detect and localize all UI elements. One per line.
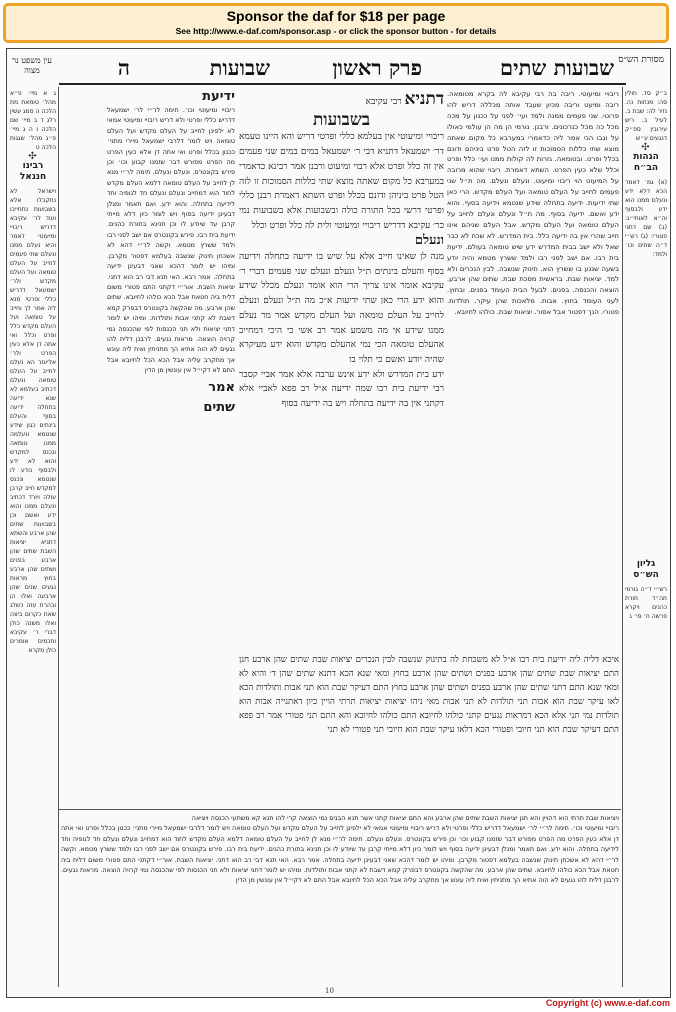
gemara-opening: רבי עקיבא xyxy=(365,97,402,107)
tosafot-commentary xyxy=(107,89,235,801)
tractate-name-left: שבועות xyxy=(209,55,270,80)
column-divider xyxy=(58,87,59,987)
dibbur-hamatchil: ידיעת xyxy=(202,89,235,104)
dibbur-hamatchil: ונעלם xyxy=(414,233,444,249)
chapter-name: פרק ראשון xyxy=(332,55,422,80)
gilyon-title: גליון הש״ס xyxy=(633,559,659,580)
gemara-paragraph: ידע בית המדרש ולא ידע אינש ערבה אלא אמר אביי קסבר רבי ידיעת בית רבו שמה ידיעה א״ל רב פפא לאביי אלא דקתני אין בה ידיעה בתחלה ויש בה ידיעה בסוף xyxy=(239,369,444,410)
right-margin-notes xyxy=(625,89,667,989)
tosafot-text: ריבויי ומיעוטי וכו׳. תימה לר״י לר׳ ישמעאל דדריש כללי ופרטי ולא דריש ריבויי ומיעוטי אמאי לא ילפינן לחייב על העלם מקדש ועל העלם טומאה ויש לומר דלרבי ישמעאל מיירי מתני׳ ככנון בכלל ופרט ואי אתה דן אלא כעין הפרט מה הפרט מפורש דבר שזמנו קבוע וכו׳ וכן פירש בקונטרס. ונעלם ונעלם. תימה לר״י מנא לן לחייב על העלם טומאה דלמא העלם מקדש לחוד הוא דמחייב ונעלם ונעלם חד לגופיה וחד לידיעה בתחלה. והוא ידע. ואם תאמר ומנלן דבעינן ידיעה בסוף ויש לומר כיון דלא מייתי קרבן עד שיודע לו וכן תנינא בתורת כהנים. ידיעת בית רבו. פירש בקונטרס אם ישב לפני רבו ולמד ששרץ מטמא. וקשה לר״י דהא לא אשכחן תינוק שנשבה בעלמא דפטור מקרבן. ומיהו יש לומר דהכא שאני דבעינן ידיעה בתחלה. אמר רבא. האי תנא דבי רב הוא דתני. יציאות השבת. אור״י דקתני התם פטורי משום דלית ביה חטאת אבל הכא כולהו לחיובא. שתים שהן ארבע. מה שהקשה בקונטרס דבפרק קמא דשבת לא קתני אבות ותולדות. ומיהו יש לומר דתני יציאות ולא תני הכנסות לפי שהכנסה נמי קרויה הוצאה. מראות נגעים. לרבנן דלית להו נגעים לא הוה אתיא הך מתניתין ואית ליה עונש אך מתקרב עליה אבל הכא הכל לחיובא אבל התם לא דקי״ל אין עונשין מן הדין xyxy=(107,106,235,375)
rabbenu-chananel-text: וישראל לא נתקבלו אלא בשבועות נתחייבו ועוד לר׳ עקיבא דדריש ריבויי ומיעוטי דאמר והיא נעלם ממנו ונעלם שתי פעמים לחייב על העלם טומאה ועל העלם מקדש ולר׳ ישמעאל דדריש כללי ופרטי מנא ליה אמר לך וחייב על טומאה ועל העלם מקדש כלל ופרט וכלל ואי אתה דן אלא כעין הפרט ולר׳ אליעזר הא נעלם לחייב על העלם טומאה ונעלם דכתיב בעלמא לא שנא ידיעה בתחלה ידיעה בסוף והעלם בינתים כגון שידע שנטמא ונעלמה ממנו טומאה ונכנס למקדש והוא לא ידע ולבסוף נודע לו שנטמא ונכנס למקדש חייב קרבן עולה ויורד דכתיב ונעלם ממנו והוא ידע ואשם וכן בשבועות שתים שהן ארבע והשתא דתניא יציאות השבת שתים שהן ארבע בפנים ושתים שהן ארבע בחוץ מראות נגעים שנים שהן ארבעה ואלו הן ובהרת עזה כשלג שאת כקרום ביצה ואלו משנה כולן דברי ר׳ עקיבא וחכמים אומרים כולן מקרא xyxy=(10,188,56,654)
gemara-text-lower xyxy=(239,653,619,803)
header-rule xyxy=(59,83,626,85)
gilyon-text: רש״י ד״ה גורמי תה״ד תורת כהנים ויקרא פרשה ח׳ סי׳ ג xyxy=(625,586,667,620)
lower-commentary-text: ריבויי ומיעוטי וכו׳. תימה לר״י לר׳ ישמעאל דדריש כללי ופרטי ולא דריש ריבויי ומיעוטי אמאי לא ילפינן לחייב על העלם מקדש ועל העלם טומאה ויש לומר דלרבי ישמעאל מיירי מתני׳ ככנון בכלל ופרט ואי אתה דן אלא כעין הפרט מה הפרט מפורש דבר שזמנו קבוע וכו׳ וכן פירש בקונטרס. ונעלם ונעלם. תימה לר״י מנא לן לחייב על העלם טומאה דלמא העלם מקדש לחוד הוא דמחייב ונעלם ונעלם חד לגופיה וחד לידיעה בתחלה. והוא ידע. ואם תאמר ומנלן דבעינן ידיעה בסוף ויש לומר כיון דלא מייתי קרבן עד שיודע לו וכן תנינא בתורת כהנים. ידיעת בית רבו. פירש בקונטרס אם ישב לפני רבו ולמד ששרץ מטמא. וקשה לר״י דהא לא אשכחן תינוק שנשבה בעלמא דפטור מקרבן. ומיהו יש לומר דהכא שאני דבעינן ידיעה בתחלה. אמר רבא. האי תנא דבי רב הוא דתני. יציאות השבת. אור״י דקתני התם פטורי משום דלית ביה חטאת אבל הכא כולהו לחיובא. שתים שהן ארבע. מה שהקשה בקונטרס דבפרק קמא דשבת לא קתני אבות ותולדות. ומיהו יש לומר דתני יציאות ולא תני הכנסות לפי שהכנסה נמי קרויה הוצאה. מראות נגעים. לרבנן דלית להו נגעים לא הוה אתיא הך מתניתין ואית ליה עונש אך מתקרב עליה אבל הכא הכל לחיובא אבל התם לא דקי״ל אין עונשין מן הדין xyxy=(61,824,619,885)
copyright-link[interactable]: Copyright (c) www.e-daf.com xyxy=(545,998,670,1008)
gemara-paragraph: איכא דליה ליה ידיעת בית רבו א״ל לא משכחת לה בתינוק שנשבה לבין הנכרים יציאות שבת שתים שהן ארבע חנן התם יציאות שבת שתים שהן ארבע בפנים ושתים שהן ארבע בחוץ ומאי שנא הכא דתנא שתים שהן ד׳ והיא לא ומאי שנא התם דתני שתים שהן ארבע בפנים ושתים שהן ארבע בחוץ התם דעיקר שבת הוא תני אבות ותולדות הכא לאו עיקר שבת הוא אבות תני תולדות לא תני אבות מאי ניהו יציאות יציאות תרתי הויין כיון דאתנייה אבות הוא תולדות נמי תני אלא הכא דמראות נגעים קתני כולהו לחיובא התם כולהו לחיובא והא התם תני פטורי אמר רב פפא התם דעיקר שבת הוא תני חיובי ופטורי הכא דלאו עיקר שבת הוא חיובי תני פטורי לא תני xyxy=(239,655,619,735)
left-margin-notes xyxy=(10,89,56,989)
sponsor-subtitle: See http://www.e-daf.com/sponsor.asp - or click the sponsor button - for details xyxy=(175,26,497,36)
masoret-references: ב״ק סד. חולין סה: מנחות נה. נזיר לה: שבת ב. לעיל ב. ריש עירובין ספ״ק דנגעים ע״ש xyxy=(625,90,667,142)
dibbur-hamatchil: בשבועות xyxy=(312,109,371,130)
tractate-name-right: שבועות שתים xyxy=(499,55,614,80)
masoret-hashas-title: מסורת הש״ס xyxy=(618,55,664,65)
running-head xyxy=(7,51,670,87)
ein-mishpat-title: עין משפט נר מצוה xyxy=(12,56,52,75)
sponsor-banner[interactable] xyxy=(3,3,669,43)
folio-number: ה xyxy=(117,55,130,80)
hagahot-title: הגהות הב״ח xyxy=(633,152,659,173)
separator-ornament: ✣ xyxy=(641,142,651,153)
sponsor-title: Sponsor the daf for $18 per page xyxy=(226,8,446,24)
rabbenu-chananel-title: רבינו חננאל xyxy=(19,161,47,182)
talmud-page-scan xyxy=(6,48,671,998)
dibbur-hamatchil: דתניא xyxy=(404,89,444,109)
rashi-text: ריבויי ומיעוטי. ריבה בה רבי עקיבא לה בקרא מטומאה. ריבה ומיעט וריבה מכיון שעבד אותה מכללה דריש להו פרוטי. שני פעמים ממנה ולמד ועי׳ לפני על ככנון על מכה מכל כה מכל כנרכונים. ורבנן. גורמי הן מה הן עולמי כאולו על וגבו הכי אמר ליה כדאמרי במערבא כל מקום שאתה מוצא שתי כללות הסמוכות זו לזה הטל פרט ביניהם ודונם בכלל ופרט. ובטומאה. גזרות לה קולות ממנו ועי׳ כלל ופרט וכלל שלא כעין הפרט. השתא דאמרת. ריבוי שהוא מרובה על המיעוט הוי ריבוי ומיעוט. ונעלם ונעלם. מה ת״ל שני פעמים לחייב על העלם טומאה ועל העלם מקדש. הרי כאן שתי ידיעות. ידיעה בתחלה שידע שנטמא וידיעה בסוף. והוא ידע ואשם. ידיעה בסוף. מה ת״ל ונעלם ונעלם לחייב על העלם טומאה ועל העלם מקדש. אבל העלם שניהם אינו חייב שהרי אין בה ידיעה כלל. בית המדרש. לא שכח לא כבר שאל ולא ישב בבית המדרש ידע שיש טומאה בעולם. ידיעת בית רבו. אם ישב לפני רבו ולמד ששרץ מטמא והיה יודע בשעה שנגע בו ששרץ הוא. תינוק שנשבה. לבין הנכרים ולא למד. יציאות שבת. בראשית מסכת שבת. שתים שהן ארבע. הוצאה והכנסה. בפנים. לבעל הבית העומד בפנים. ובחוץ. לעני העומד בחוץ. אבות. מלאכות שהן עיקר. תולדות. פטורי. הנך דפטור אבל אסור. יציאות שבת. כולהו לחיובא. xyxy=(447,90,619,317)
ein-mishpat-references: ג א מיי׳ פ״א מהל׳ טומאת מת הלכה ה סמג עשין רלג ד ב מיי׳ שם הלכה ו ה ג מיי׳ פ״ג מהל׳ שגגות הלכה ט xyxy=(10,90,56,151)
column-divider xyxy=(622,87,623,987)
page-number: 10 xyxy=(325,987,334,995)
dibbur-hamatchil: שתים xyxy=(203,399,235,415)
separator-ornament: ✣ xyxy=(28,151,38,162)
lower-commentary xyxy=(61,813,619,985)
dibbur-hamatchil: אמר xyxy=(208,379,235,395)
hagahot-text: (א) גמ׳ דאמר הכא דלא ידע ונעלם ממנו הוא ידע ולבסוף וה״א לאותי״ג: (ב) שם דתני פטורי: (ג) רש״י ד״ה שתים וכו׳ ולמד: xyxy=(625,179,667,258)
gemara-text-upper xyxy=(239,89,444,649)
commentary-rule xyxy=(59,809,621,810)
gemara-paragraph: מנה לן שאינו חייב אלא על שיש בו ידיעה בתחלה וידיעה בסוף והעלם בינתים ת״ל ונעלם ונעלם שני פעמים דברי ר׳ עקיבא אומר אינו צריך הרי הוא אומר ונעלם מכלל שידע והוא ידע הרי כאן שתי ידיעות א״כ מה ת״ל ונעלם ונעלם לחייב על העלם טומאה ועל העלם מקדש אמר מר נעלם ממנו שידע אי מה משמע אמר רב אשי כי היכי דמחייב אהעלם טומאה הכי נמי אהעלם מקדש והוא ידע מעיקרא שהיה יודע ואשם כי תלוי בו xyxy=(239,252,444,365)
lower-commentary-text: ויציאות שבת תרתי הוא דהויין והא תנן יציאות השבת שתים שהן ארבע והא התם יציאות קתני אשר תנא הבנים נמי הוצאה קרי להו תנא קא משתעי הכנסה ויציאה xyxy=(191,814,619,822)
gemara-paragraph: ריבויי ומיעוטי אין בעלמא כללי ופרטי דריש והא היינו טעמא דר׳ ישמעאל דתניא דבי ר׳ ישמעאל במים במים שני פעמים אין זה כלל ופרט אלא רבוי ומיעוט ורבנן אמר רבינא כדאמרי במערבא כל מקום שאתה מוצא שתי כללות הסמוכות זו לזה הטל פרט ביניהן ודונם בכלל ופרט השתא דאמרת רבנן כללי ופרטי דרשי בכל התורה כולה ובשבועות אלא בשבועות נמי כר׳ עקיבא דדריש ריבויי ומיעוטי ולית לה כלל ופרט וכלל xyxy=(239,132,444,231)
